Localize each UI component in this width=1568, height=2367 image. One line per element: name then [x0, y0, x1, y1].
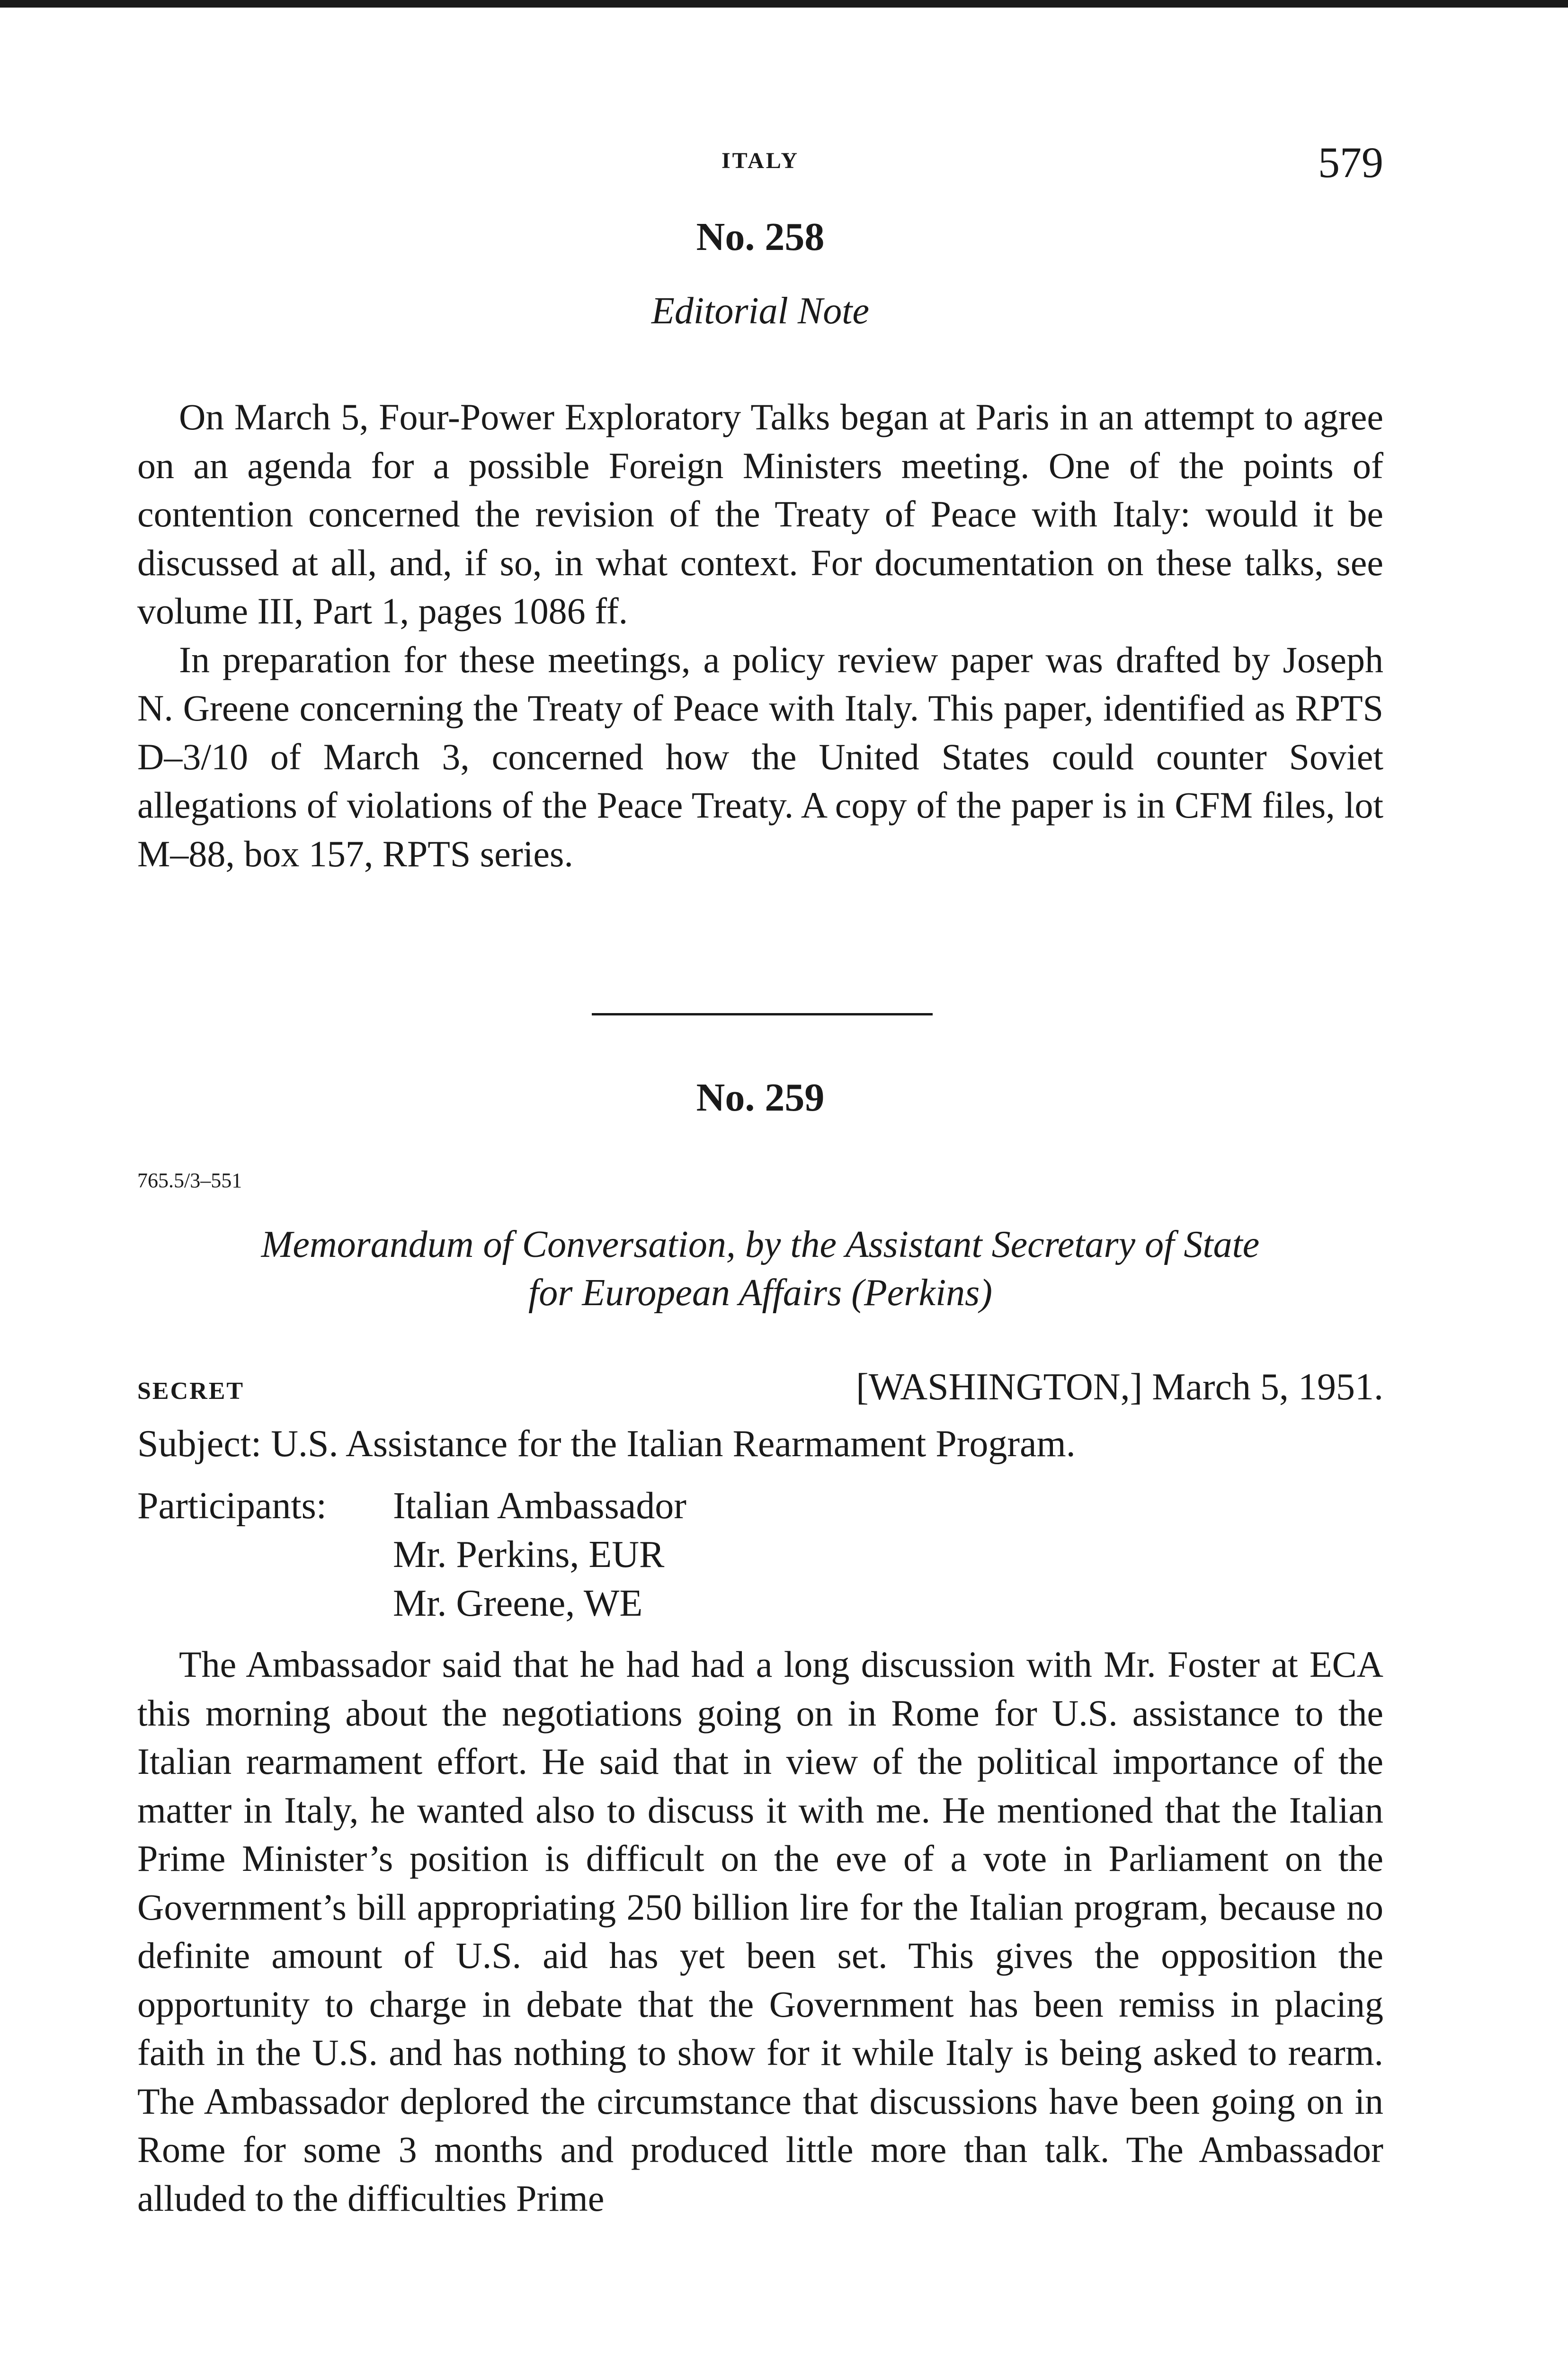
participant-item: Mr. Perkins, EUR: [393, 1534, 665, 1575]
running-head: [137, 137, 1383, 189]
page-number: 579: [1318, 138, 1383, 187]
editorial-paragraph-2: In preparation for these meetings, a policy review paper was drafted by Joseph N. Greene concerning the Treaty of Peace with Italy. This paper, identified as RPTS D–3/10 of March 3, concerned how the United States could counter Soviet allegations of violations of the Peace Treaty. A copy of the paper is in CFM files, lot M–88, box 157, RPTS series.: [137, 639, 1383, 874]
editorial-paragraph-1: On March 5, Four-Power Exploratory Talks began at Paris in an attempt to agree on an agenda for a possible Foreign Ministers meeting. One of the points of contention concerned the revision of the Treaty of Peace with Italy: would it be discussed at all, and, if so, in what context. For documentation on these talks, see volume III, Part 1, pages 1086 ff.: [137, 396, 1383, 632]
memo-title-line-2: for European Affairs (Perkins): [528, 1272, 992, 1314]
document-number-259: No. 259: [696, 1076, 825, 1120]
memo-body: [137, 1640, 1383, 2223]
classification-row: [137, 1366, 1383, 1418]
classification-label: SECRET: [137, 1378, 245, 1405]
memo-title-line-1: Memorandum of Conversation, by the Assistant Secretary of State: [261, 1224, 1260, 1265]
document-type-editorial-note: Editorial Note: [651, 290, 869, 332]
subject-line: Subject: U.S. Assistance for the Italian Rearmament Program.: [137, 1423, 1076, 1465]
running-title: ITALY: [721, 148, 800, 173]
top-edge-rule: [0, 0, 1568, 8]
section-divider: [592, 1013, 933, 1015]
memo-body-paragraph: The Ambassador said that he had had a long discussion with Mr. Foster at ECA this morning about the negotiations going on in Rome for U.S. assistance to the Italian rearmament effort. He said that in view of the political importance of the matter in Italy, he wanted also to discuss it with me. He mentioned that the Italian Prime Minister’s position is difficult on the eve of a vote in Parliament on the Government’s bill appropriating 250 billion lire for the Italian program, because no definite amount of U.S. aid has yet been set. This gives the opposition the opportunity to charge in debate that the Government has been remiss in placing faith in the U.S. and has nothing to show for it while Italy is being asked to rearm. The Ambassador deplored the circumstance that discussions have been going on in Rome for some 3 months and produced little more than talk. The Ambassador alluded to the difficulties Prime: [137, 1644, 1383, 2219]
participant-item: Mr. Greene, WE: [393, 1583, 643, 1624]
participants-label: Participants:: [137, 1485, 327, 1527]
memo-title: [137, 1220, 1383, 1317]
editorial-note-text: [137, 393, 1383, 878]
file-reference: 765.5/3–551: [137, 1169, 242, 1192]
dateline: [WASHINGTON,] March 5, 1951.: [856, 1366, 1383, 1408]
participant-item: Italian Ambassador: [393, 1485, 686, 1527]
participants-list: [393, 1482, 686, 1628]
document-number-258: No. 258: [696, 215, 825, 259]
